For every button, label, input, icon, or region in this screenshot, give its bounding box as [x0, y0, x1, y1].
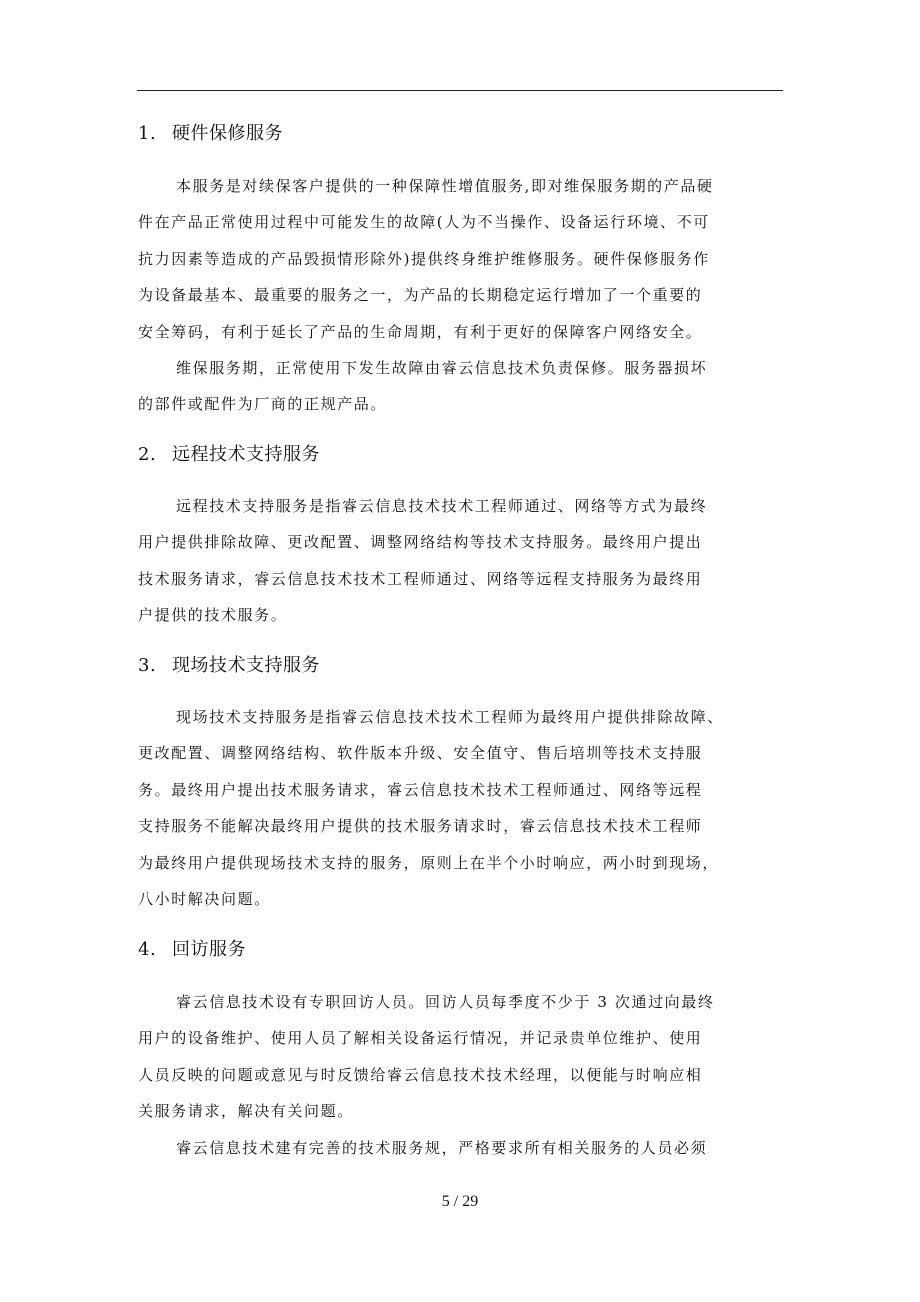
text-line: 为设备最基本、最重要的服务之一，为产品的长期稳定运行增加了一个重要的: [138, 286, 703, 305]
section-number: 2.: [138, 444, 157, 465]
paragraph-4-1: [138, 984, 786, 1130]
text-line: 用户提供排除故障、更改配置、调整网络结构等技术支持服务。最终用户提出: [138, 533, 703, 552]
text-line: 睿云信息技术建有完善的技术服务规，严格要求所有相关服务的人员必须: [176, 1139, 708, 1157]
section-number: 4.: [138, 939, 157, 960]
section-title: 现场技术支持服务: [172, 655, 320, 676]
text-line: 更改配置、调整网络结构、软件版本升级、安全值守、售后培圳等技术支持服: [138, 744, 703, 763]
text-line: 睿云信息技术设有专职回访人员。回访人员每季度不少于 3 次通过向最终: [176, 993, 715, 1011]
section-title: 回访服务: [172, 939, 246, 960]
section-heading-1: [138, 122, 283, 146]
section-number: 3.: [138, 655, 157, 676]
text-line: 安全筹码，有利于延长了产品的生命周期，有利于更好的保障客户网络安全。: [138, 322, 703, 341]
section-number: 1.: [138, 123, 157, 144]
text-line: 的部件或配件为厂商的正规产品。: [138, 395, 388, 414]
text-line: 支持服务不能解决最终用户提供的技术服务请求时，睿云信息技术技术工程师: [138, 817, 703, 836]
text-line: 件在产品正常使用过程中可能发生的故障(人为不当操作、设备运行环境、不可: [138, 213, 710, 232]
section-heading-2: [138, 443, 320, 467]
paragraph-2-1: [138, 488, 786, 634]
text-line: 技术服务请求，睿云信息技术技术工程师通过、网络等远程支持服务为最终用: [138, 569, 703, 588]
text-line: 抗力因素等造成的产品毁损情形除外)提供终身维护维修服务。硬件保修服务作: [138, 249, 710, 268]
section-title: 硬件保修服务: [172, 123, 283, 144]
paragraph-1-1: [138, 168, 786, 350]
page-number: 5 / 29: [441, 1193, 479, 1210]
section-heading-4: [138, 938, 246, 962]
text-line: 为最终用户提供现场技术支持的服务，原则上在半个小时响应，两小时到现场，: [138, 853, 720, 872]
text-line: 用户的设备维护、使用人员了解相关设备运行情况，并记录贵单位维护、使用: [138, 1029, 703, 1048]
text-line: 关服务请求，解决有关问题。: [138, 1102, 354, 1121]
section-heading-3: [138, 654, 320, 678]
section-title: 远程技术支持服务: [172, 444, 320, 465]
text-line: 人员反映的问题或意见与时反馈给睿云信息技术技术经理，以便能与时响应相: [138, 1065, 703, 1084]
text-line: 维保服务期，正常使用下发生故障由睿云信息技术负责保修。服务器损坏: [176, 359, 708, 377]
paragraph-4-2: [138, 1130, 786, 1166]
text-line: 务。最终用户提出技术服务请求，睿云信息技术技术工程师通过、网络等远程: [138, 780, 703, 799]
text-line: 八小时解决问题。: [138, 890, 271, 909]
text-line: 现场技术支持服务是指睿云信息技术技术工程师为最终用户提供排除故障、: [176, 708, 724, 726]
paragraph-3-1: [138, 699, 786, 917]
text-line: 本服务是对续保客户提供的一种保障性增值服务,即对维保服务期的产品硬: [176, 177, 714, 195]
paragraph-1-2: [138, 350, 786, 423]
text-line: 远程技术支持服务是指睿云信息技术技术工程师通过、网络等方式为最终: [176, 497, 708, 515]
header-rule: [137, 90, 783, 91]
text-line: 户提供的技术服务。: [138, 606, 288, 625]
